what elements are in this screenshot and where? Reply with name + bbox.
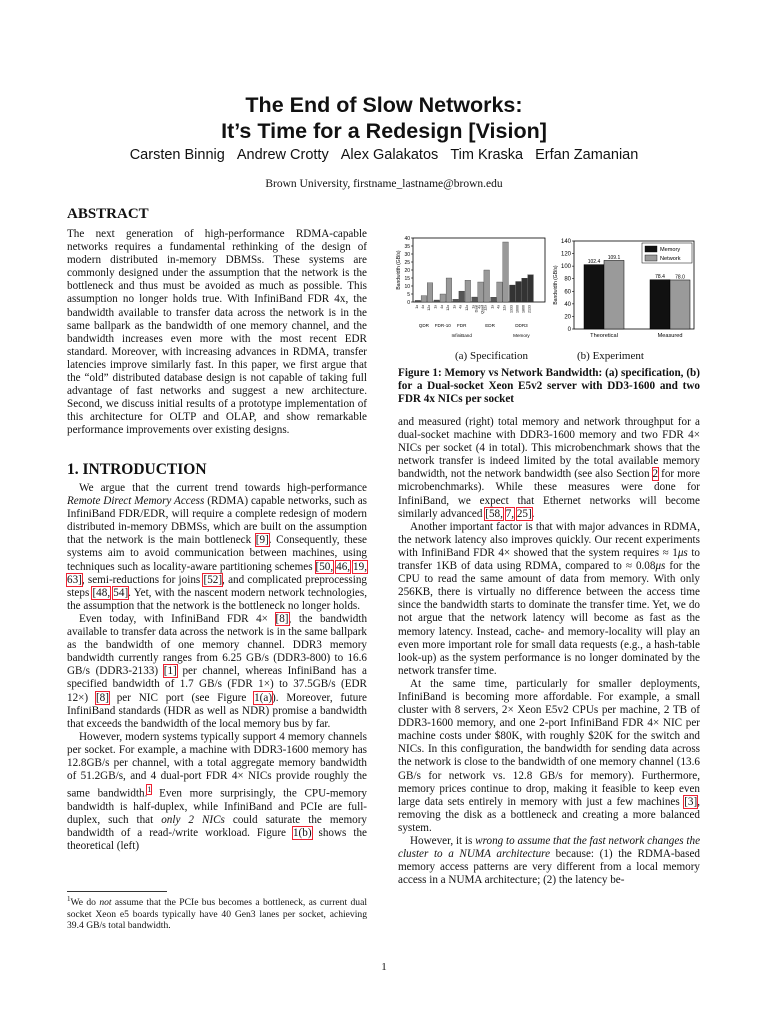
bar	[497, 282, 503, 302]
y-tick-label: 20	[404, 268, 410, 274]
subfigure-a-caption: (a) Specification	[455, 350, 528, 362]
figure-1b-chart	[548, 236, 700, 344]
right-paragraph-2: Another important factor is that with major advances in RDMA, the network latency also improves quickly. Our recent experiments with InfiniBand FDR 4× showed that the system requires ≈ 1μs to transfer 1KB of data using RDMA, compared to ≈ 0.08μs for the CPU to read the same amount of data from memory. With only 256KB, there is virtually no difference between the access time since the bandwidth starts to dominate the transfer time. Yet, we do not argue that the network latency will become as fast as the memory latency. Instead, cache- and memory-locality will play an even more important role for small data requests (e.g., a hash-table look-up) as the system performance is no longer dominated by the network transfer time.	[398, 520, 700, 677]
figure-ref-link[interactable]: 1(b)	[292, 827, 312, 840]
citation-link[interactable]: 25]	[516, 507, 532, 520]
legend-swatch	[645, 255, 657, 261]
figure-1a-chart	[393, 232, 553, 350]
intro-heading: 1. INTRODUCTION	[67, 461, 207, 478]
x-tick-label: 4x	[496, 305, 501, 309]
group-label: QDR	[418, 323, 430, 328]
abstract-paragraph: The next generation of high-performance RDMA-capable networks requires a fundamental rethinking of the design of modern distributed in-memory DBMSs. These systems are commonly designed under the assumption that the network is the bottleneck and thus must be avoided as much as possible. This assumption no longer holds true. With InfiniBand FDR 4x, the bandwidth available to transfer data across the network is in the same ballpark as the bandwidth of one memory channel, and the bandwidth increases even more with the most recent EDR standard. Moreover, with increasing advances in RDMA, transfer latencies improve similarly fast. In this paper, we first argue that the “old” distributed database design is not capable of taking full advantage of fast networks and suggest a new architecture. Second, we discuss initial results of a prototype implementation of this architecture for OLTP and OLAP, and show remarkable performance improvements over existing designs.	[67, 228, 367, 437]
citation-link[interactable]: 19,	[353, 560, 367, 573]
legend-swatch	[645, 246, 657, 252]
supergroup-label: Memory	[513, 333, 530, 338]
y-tick-label: 25	[404, 260, 410, 266]
bar	[516, 282, 522, 302]
bar	[440, 294, 446, 302]
bar	[421, 296, 427, 302]
bar	[650, 280, 670, 329]
bar	[584, 265, 604, 329]
right-paragraph-1: and measured (right) total memory and network throughput for a dual-socket machine with DDR3-1600 memory and two FDR 4× NICs per socket (4 in total). This microbenchmark shows that the network transfer is indeed limited by the total available memory bandwidth, not the network bandwidth (see also Section 2 for more microbenchmarks). While these measures were done for InfiniBand, we expect that Ethernet networks will become similarly advanced [58, 7, 25].	[398, 416, 700, 520]
x-tick-label: 2133	[527, 305, 532, 313]
y-tick-label: 120	[560, 251, 571, 258]
x-tick-label: Dual	[474, 305, 479, 313]
bar	[503, 242, 509, 302]
affiliation: Brown University, firstname_lastname@brown.edu	[265, 178, 503, 190]
figure-caption: Figure 1: Memory vs Network Bandwidth: (a) specification, (b) for a Dual-socket Xeon E5v2 server with DD3-1600 and two FDR 4x NICs per socket	[398, 367, 700, 406]
data-label: 102.4	[587, 259, 601, 266]
citation-link[interactable]: 7,	[505, 507, 515, 520]
bar	[528, 275, 534, 302]
x-tick-label: 4x	[477, 305, 482, 309]
x-tick-label: 12x	[502, 305, 507, 311]
bar	[459, 291, 465, 302]
x-tick-label: Measured	[657, 333, 683, 339]
citation-link[interactable]: [9]	[255, 534, 269, 547]
bar	[484, 270, 490, 302]
citation-link[interactable]: [8]	[95, 691, 109, 704]
abstract-heading: ABSTRACT	[67, 206, 149, 222]
bar	[472, 297, 478, 302]
page-number: 1	[381, 961, 387, 973]
y-tick-label: 0	[567, 327, 571, 333]
bar	[522, 278, 528, 302]
y-axis-label: Bandwidth (GB/s)	[553, 265, 559, 305]
y-tick-label: 40	[564, 301, 571, 308]
supergroup-label: InfiniBand	[451, 333, 472, 338]
bar	[604, 260, 624, 329]
footnote-ref-link[interactable]: 1	[147, 785, 152, 795]
citation-link[interactable]: [50,	[315, 560, 334, 573]
y-axis-label: Bandwidth (GB/s)	[396, 250, 402, 290]
figure-ref-link[interactable]: 1(a)	[254, 691, 273, 704]
legend-label: Network	[660, 256, 681, 262]
footnote: $^1$We do not assume that the PCIe bus becomes a bottleneck, as current dual socket Xeon e5 boards typically have 40 Gen3 lanes per socket, achieving 39.4 GB/s total bandwidth.	[67, 895, 367, 931]
x-tick-label: 4x	[420, 305, 425, 309]
right-column-text	[398, 416, 700, 887]
data-label: 109.1	[607, 254, 621, 261]
x-tick-label: 4x	[439, 305, 444, 309]
x-tick-label: Quad	[480, 305, 485, 314]
citation-link[interactable]: 54]	[113, 586, 129, 599]
bar	[453, 299, 459, 302]
x-tick-label: 1x	[433, 305, 438, 309]
group-label: FDR	[456, 323, 467, 328]
x-tick-label: 1x	[414, 305, 419, 309]
intro-paragraph-3: However, modern systems typically support 4 memory channels per socket. For example, a machine with DDR3-1600 memory has 12.8GB/s per channel, with a total aggregate memory bandwidth of 51.2GB/s, and 4 dual-port FDR 4× NICs provide roughly the same bandwidth.$^1$ Even more surprisingly, the CPU-memory bandwidth is half-duplex, while InfiniBand and PCIe are full-duplex, such that only 2 NICs could saturate the memory bandwidth of a read-/write workload. Figure 1(b) shows the theoretical (left)	[67, 730, 367, 853]
y-tick-label: 100	[560, 264, 571, 271]
right-paragraph-4: However, it is wrong to assume that the fast network changes the cluster to a NUMA architecture because: (1) the RDMA-based memory access patterns are very different from a local memory access in a NUMA architecture; (2) the latency be-	[398, 835, 701, 887]
y-tick-label: 20	[564, 314, 571, 321]
intro-text	[67, 482, 367, 853]
bar	[465, 280, 471, 302]
y-tick-label: 15	[404, 276, 410, 282]
footnote-rule	[67, 891, 167, 892]
x-tick-label: 1x	[452, 305, 457, 309]
citation-link[interactable]: 46,	[336, 560, 351, 573]
citation-link[interactable]: [1]	[163, 665, 177, 678]
citation-link[interactable]: [52]	[203, 573, 223, 586]
x-tick-label: 12x	[445, 305, 450, 311]
abstract-text	[67, 228, 367, 438]
x-tick-label: 1x	[490, 305, 495, 309]
bar	[434, 300, 440, 302]
paper-title-line1: The End of Slow Networks:	[245, 93, 523, 117]
bar	[415, 300, 421, 302]
x-tick-label: 1333	[509, 305, 514, 313]
subfigure-b-caption: (b) Experiment	[577, 350, 644, 362]
data-label: 78.0	[675, 274, 685, 281]
bar	[478, 282, 484, 302]
x-tick-label: 12x	[483, 305, 488, 311]
x-tick-label: Theoretical	[590, 333, 618, 339]
citation-link[interactable]: [8]	[275, 612, 289, 625]
x-tick-label: 1600	[515, 305, 520, 313]
y-tick-label: 140	[560, 239, 571, 245]
legend-label: Memory	[660, 247, 681, 253]
group-label: DDR3	[515, 323, 528, 328]
right-paragraph-3: At the same time, particularly for smaller deployments, InfiniBand is becoming more affordable. For example, a small cluster with 8 servers, 2× Xeon E5v2 CPUs per machine, 2 TB of DDR3-1600 memory, and one 2-port InfiniBand FDR 4× NIC per machine costs under $80K, with roughly $20K for the switch and NICs. In this configuration, the bandwidth for sending data across the network is close to the bandwidth of one memory channel (13.6 GB/s for network vs. 12.8 GB/s for memory). Furthermore, memory prices continue to drop, making it feasible to keep even large data sets entirely in memory with just a few machines [3], removing the disk as a bottleneck and creating a more balanced system.	[398, 677, 700, 834]
author-name: Andrew Crotty	[236, 147, 329, 163]
y-tick-label: 80	[564, 276, 571, 283]
intro-paragraph-1: We argue that the current trend towards high-performance Remote Direct Memory Access (RDMA) capable networks, such as InfiniBand FDR/EDR, will require a complete redesign of modern distributed in-memory DBMSs, which are built on the assumption that the network is the main bottleneck [9]. Consequently, these systems aim to avoid communication between machines, using techniques such as locality-aware partitioning schemes [50, 46, 19, 63], semi-reductions for joins [52], and complicated preprocessing steps [48, 54]. Yet, with the nascent modern network technologies, the assumption that the network is the bottleneck no longer holds.	[67, 482, 367, 612]
data-label: 78.4	[655, 274, 665, 281]
x-tick-label: 1x	[471, 305, 476, 309]
y-tick-label: 60	[564, 289, 571, 296]
x-tick-label: 4x	[458, 305, 463, 309]
bar	[427, 283, 433, 302]
bar	[510, 285, 516, 302]
bar	[491, 297, 497, 302]
author-name: Carsten Binnig	[129, 147, 225, 163]
author-list	[0, 147, 768, 163]
author-name: Alex Galakatos	[340, 147, 439, 163]
bar	[670, 280, 690, 329]
citation-link[interactable]: [48,	[92, 586, 111, 599]
citation-link[interactable]: [58,	[485, 507, 503, 520]
section-ref-link[interactable]: 2	[652, 468, 659, 481]
x-tick-label: 1866	[521, 305, 526, 313]
y-tick-label: 35	[404, 244, 410, 250]
author-name: Tim Kraska	[450, 147, 524, 163]
y-tick-label: 0	[407, 300, 410, 306]
group-label: FDR-10	[434, 323, 451, 328]
author-name: Erfan Zamanian	[535, 147, 639, 163]
x-tick-label: 12x	[464, 305, 469, 311]
y-tick-label: 10	[404, 284, 410, 290]
paper-title-line2: It’s Time for a Redesign [Vision]	[221, 119, 547, 143]
y-tick-label: 40	[404, 236, 410, 242]
y-tick-label: 5	[407, 292, 410, 298]
x-tick-label: 12x	[427, 305, 431, 311]
intro-paragraph-2: Even today, with InfiniBand FDR 4× [8], the bandwidth available to transfer data across the network is in the same ballpark as the bandwidth of one memory channel. DDR3 memory bandwidth currently ranges from 6.25 GB/s (DDR3-800) to 16.6 GB/s (DDR3-2133) [1] per channel, whereas InfiniBand has a specified bandwidth of 1.7 GB/s (FDR 1×) to 37.5GB/s (EDR 12×) [8] per NIC port (see Figure 1(a)). Moreover, future InfiniBand standards (HDR as well as NDR) promise a bandwidth that exceeds the bandwidth of the local memory bus by far.	[67, 612, 368, 730]
bar	[446, 278, 452, 302]
citation-link[interactable]: [3]	[684, 795, 698, 808]
citation-link[interactable]: 63]	[67, 573, 82, 586]
y-tick-label: 30	[404, 252, 410, 258]
group-label: EDR	[485, 323, 495, 328]
